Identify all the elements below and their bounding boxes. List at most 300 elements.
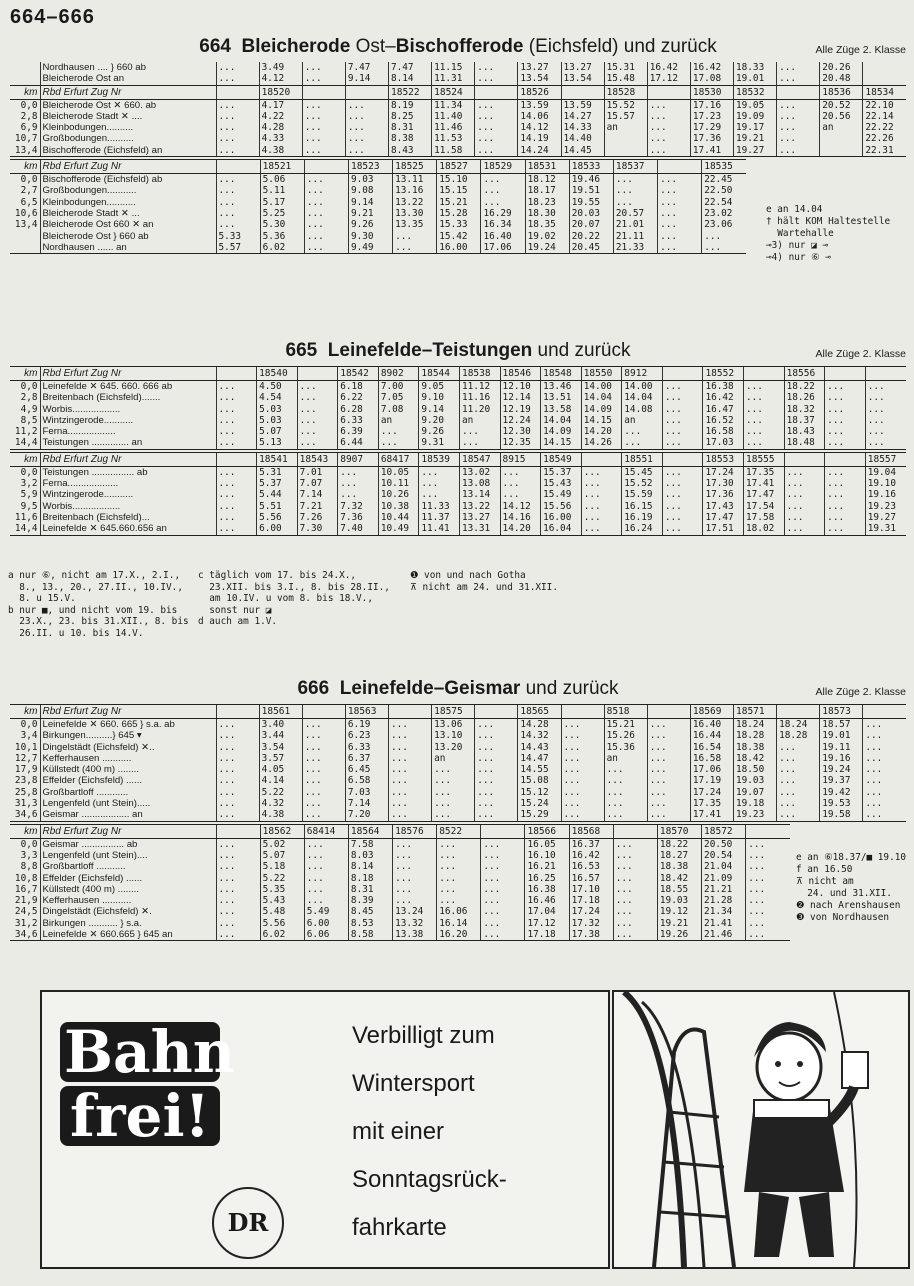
time-cell: 11.37: [419, 512, 460, 523]
time-cell: ...: [216, 884, 260, 895]
time-cell: ...: [304, 185, 348, 196]
time-cell: 13.27: [518, 62, 561, 73]
station-cell: Dingelstädt (Eichsfeld) ✕..: [40, 742, 216, 753]
time-cell: ...: [865, 381, 906, 393]
time-cell: ...: [481, 861, 525, 872]
time-cell: 5.35: [260, 884, 304, 895]
time-cell: [863, 62, 906, 73]
time-cell: 14.27: [561, 111, 604, 122]
time-cell: ...: [658, 219, 702, 230]
time-cell: 14.12: [500, 501, 541, 512]
time-cell: 13.59: [518, 99, 561, 111]
time-cell: ...: [500, 489, 541, 500]
time-cell: 15.59: [622, 489, 663, 500]
time-cell: 20.57: [613, 208, 657, 219]
table-row: [10, 381, 906, 393]
header-row: [10, 367, 906, 381]
time-cell: 18565: [518, 705, 561, 719]
station-cell: Effelder (Eichsfeld) ......: [40, 775, 216, 786]
time-cell: ...: [481, 929, 525, 941]
time-cell: 7.01: [297, 466, 338, 478]
time-cell: 6.00: [304, 918, 348, 929]
time-cell: 12.10: [500, 381, 541, 393]
time-cell: 18550: [581, 367, 622, 381]
station-cell: Wintzingerode...........: [40, 415, 216, 426]
time-cell: 9.49: [348, 242, 392, 254]
time-cell: ...: [419, 478, 460, 489]
time-cell: [777, 705, 820, 719]
time-cell: [216, 160, 260, 174]
time-cell: [647, 85, 690, 99]
time-cell: 18539: [419, 452, 460, 466]
km-cell: km: [10, 824, 40, 838]
time-cell: 18568: [569, 824, 613, 838]
time-cell: 18.55: [657, 884, 701, 895]
time-cell: 16.10: [525, 850, 569, 861]
time-cell: 18548: [541, 367, 582, 381]
time-cell: 7.32: [338, 501, 379, 512]
station-cell: Bleicherode Ost an: [40, 73, 216, 85]
time-cell: 17.24: [703, 466, 744, 478]
time-cell: ...: [302, 133, 345, 144]
time-cell: 4.50: [257, 381, 298, 393]
time-cell: 15.28: [437, 208, 481, 219]
time-cell: 22.31: [863, 145, 906, 157]
time-cell: 19.26: [657, 929, 701, 941]
time-cell: [647, 705, 690, 719]
km-cell: 12,7: [14, 752, 38, 764]
time-cell: ...: [604, 809, 647, 821]
time-cell: [561, 705, 604, 719]
time-cell: 14.47: [518, 753, 561, 764]
time-cell: 17.54: [744, 501, 785, 512]
time-cell: 22.22: [863, 122, 906, 133]
time-cell: 16.40: [690, 719, 733, 731]
time-cell: 11.46: [432, 122, 475, 133]
km-cell: 6,5: [20, 196, 38, 208]
time-cell: 3.44: [259, 730, 302, 741]
table-row: [10, 133, 906, 144]
time-cell: 11.16: [459, 392, 500, 403]
time-cell: 19.58: [820, 809, 863, 821]
time-cell: ...: [216, 918, 260, 929]
time-cell: ...: [481, 850, 525, 861]
time-cell: ...: [345, 99, 388, 111]
time-cell: ...: [302, 73, 345, 85]
time-cell: ...: [304, 861, 348, 872]
time-cell: an: [378, 415, 419, 426]
time-cell: ...: [216, 466, 257, 478]
time-cell: ...: [437, 884, 481, 895]
km-cell: 11,2: [14, 426, 38, 438]
time-cell: 8.31: [348, 884, 392, 895]
time-cell: 13.35: [393, 219, 437, 230]
time-cell: 16.42: [703, 392, 744, 403]
time-cell: 8.31: [389, 122, 432, 133]
time-cell: 16.37: [569, 838, 613, 850]
class-note: Alle Züge 2. Klasse: [815, 686, 906, 698]
km-cell: 24,5: [14, 906, 38, 918]
time-cell: ...: [302, 111, 345, 122]
time-cell: ...: [475, 111, 518, 122]
km-cell: 0,0: [20, 838, 38, 850]
time-cell: [825, 367, 866, 381]
km-cell: 2,8: [20, 110, 38, 122]
time-cell: 14.40: [561, 133, 604, 144]
time-cell: ...: [475, 73, 518, 85]
time-cell: 68414: [304, 824, 348, 838]
time-cell: ...: [662, 466, 703, 478]
time-cell: 8.38: [389, 133, 432, 144]
time-cell: ...: [784, 489, 825, 500]
time-cell: 18570: [657, 824, 701, 838]
time-cell: ...: [613, 906, 657, 917]
table-row: [10, 787, 906, 798]
time-cell: ...: [216, 838, 260, 850]
time-cell: 17.41: [690, 809, 733, 821]
time-cell: ...: [393, 838, 437, 850]
km-cell: 10,6: [14, 207, 38, 219]
time-cell: ...: [561, 753, 604, 764]
time-cell: 3.57: [259, 753, 302, 764]
time-cell: 15.33: [437, 219, 481, 230]
time-cell: 5.22: [260, 873, 304, 884]
time-cell: ...: [216, 73, 259, 85]
time-cell: 18562: [260, 824, 304, 838]
class-note: Alle Züge 2. Klasse: [815, 44, 906, 56]
time-cell: 4.28: [259, 122, 302, 133]
time-cell: 18566: [525, 824, 569, 838]
time-cell: ...: [647, 99, 690, 111]
time-cell: ...: [378, 426, 419, 437]
time-cell: ...: [302, 753, 345, 764]
time-cell: 13.10: [432, 730, 475, 741]
time-cell: 17.06: [481, 242, 525, 254]
station-cell: Wintzingerode...........: [40, 489, 216, 500]
time-cell: 6.19: [345, 719, 388, 731]
time-cell: ...: [825, 426, 866, 437]
time-cell: 4.32: [259, 798, 302, 809]
time-cell: ...: [825, 478, 866, 489]
time-cell: ...: [865, 415, 906, 426]
time-cell: 21.21: [702, 884, 746, 895]
time-cell: ...: [604, 775, 647, 786]
time-cell: ...: [613, 873, 657, 884]
time-cell: ...: [475, 145, 518, 157]
time-cell: ...: [561, 787, 604, 798]
time-cell: 6.45: [345, 764, 388, 775]
station-cell: Kleinbodungen..........: [40, 122, 216, 133]
header-row: [10, 452, 906, 466]
time-cell: 17.18: [525, 929, 569, 941]
time-cell: 13.38: [393, 929, 437, 941]
time-cell: 4.38: [259, 145, 302, 157]
time-cell: 14.15: [541, 437, 582, 449]
time-cell: 18.30: [525, 208, 569, 219]
km-cell: 3,2: [20, 478, 38, 490]
time-cell: 17.47: [703, 512, 744, 523]
time-cell: 16.44: [690, 730, 733, 741]
time-cell: ...: [500, 478, 541, 489]
time-cell: 15.21: [437, 197, 481, 208]
header-row: [10, 160, 746, 174]
time-cell: 19.24: [525, 242, 569, 254]
time-cell: 19.07: [734, 787, 777, 798]
time-cell: 21.41: [702, 918, 746, 929]
time-cell: 13.54: [561, 73, 604, 85]
logo-line-2: frei!: [60, 1086, 220, 1146]
km-cell: 16,7: [14, 883, 38, 895]
time-cell: 17.41: [744, 478, 785, 489]
time-cell: 18.37: [784, 415, 825, 426]
time-cell: 9.08: [348, 185, 392, 196]
time-cell: 18.12: [525, 174, 569, 186]
time-cell: 18535: [702, 160, 746, 174]
time-cell: ...: [216, 174, 260, 186]
time-cell: ...: [304, 174, 348, 186]
time-cell: ...: [777, 787, 820, 798]
time-cell: [216, 705, 259, 719]
time-cell: [863, 705, 906, 719]
station-cell: Geismar .................. an: [40, 809, 216, 821]
km-cell: 3,4: [20, 730, 38, 742]
station-cell: Worbis..................: [40, 501, 216, 512]
time-cell: ...: [647, 122, 690, 133]
time-cell: [302, 705, 345, 719]
time-cell: 7.14: [345, 798, 388, 809]
time-cell: 15.52: [604, 99, 647, 111]
time-cell: ...: [302, 145, 345, 157]
time-cell: [216, 367, 257, 381]
station-cell: Kleinbodungen...........: [40, 197, 216, 208]
time-cell: 18.42: [657, 873, 701, 884]
time-cell: 9.14: [348, 197, 392, 208]
time-cell: 19.27: [865, 512, 906, 523]
time-cell: ...: [389, 753, 432, 764]
time-cell: ...: [561, 719, 604, 731]
time-cell: ...: [865, 392, 906, 403]
time-cell: ...: [302, 730, 345, 741]
time-cell: ...: [613, 197, 657, 208]
time-cell: [777, 85, 820, 99]
seal-letters: DR: [227, 1208, 269, 1237]
time-cell: 14.00: [622, 381, 663, 393]
km-cell: km: [10, 85, 40, 99]
time-cell: ...: [475, 809, 518, 821]
time-cell: 21.34: [702, 906, 746, 917]
time-cell: an: [604, 753, 647, 764]
time-cell: 18522: [389, 85, 432, 99]
time-cell: ...: [777, 122, 820, 133]
table-row: [10, 73, 906, 85]
time-cell: 8.25: [389, 111, 432, 122]
station-cell: Großbartloff ............: [40, 787, 216, 798]
time-cell: ...: [302, 122, 345, 133]
time-cell: 6.02: [260, 242, 304, 254]
time-cell: 19.03: [734, 775, 777, 786]
time-cell: 16.53: [569, 861, 613, 872]
time-cell: 19.16: [820, 753, 863, 764]
footnotes-666: e an ⑥18.37/■ 19.10 f an 16.50 ⊼ nicht am 24. und 31.XII. ❷ nach Arenshausen ❸ von Nordhausen: [796, 852, 907, 923]
time-cell: 6.18: [338, 381, 379, 393]
km-cell: 0,0: [20, 381, 38, 392]
time-cell: ...: [481, 838, 525, 850]
station-cell: Rbd Erfurt Zug Nr: [40, 824, 216, 838]
time-cell: 16.15: [622, 501, 663, 512]
time-cell: 7.05: [378, 392, 419, 403]
time-cell: 21.09: [702, 873, 746, 884]
time-cell: [581, 452, 622, 466]
section-title: 664 Bleicherode Ost–Bischofferode (Eichsfeld) und zurück: [199, 36, 717, 57]
time-cell: ...: [561, 730, 604, 741]
time-cell: ...: [432, 764, 475, 775]
time-cell: ...: [784, 478, 825, 489]
time-cell: 19.18: [734, 798, 777, 809]
time-cell: 18.48: [784, 437, 825, 449]
time-cell: ...: [432, 809, 475, 821]
time-cell: ...: [647, 742, 690, 753]
time-cell: 10.26: [378, 489, 419, 500]
time-cell: ...: [432, 798, 475, 809]
time-cell: ...: [863, 787, 906, 798]
station-cell: Nordhausen .... } 660 ab: [40, 62, 216, 73]
section-heading: [10, 676, 906, 704]
time-cell: 15.24: [518, 798, 561, 809]
time-cell: 5.02: [260, 838, 304, 850]
time-cell: 13.51: [541, 392, 582, 403]
time-cell: ...: [302, 719, 345, 731]
time-cell: ...: [481, 918, 525, 929]
time-cell: 14.24: [518, 145, 561, 157]
page-header: 664–666: [10, 6, 95, 28]
time-cell: ...: [613, 174, 657, 186]
table-row: [10, 719, 906, 731]
table-row: [10, 809, 906, 821]
station-cell: Küllstedt (400 m) ........: [40, 764, 216, 775]
time-cell: 15.29: [518, 809, 561, 821]
time-cell: ...: [662, 512, 703, 523]
station-cell: Kefferhausen ...........: [40, 753, 216, 764]
time-cell: 19.23: [865, 501, 906, 512]
time-cell: ...: [647, 719, 690, 731]
table-row: [10, 62, 906, 73]
station-cell: Bleicherode Stadt ✕ ....: [40, 111, 216, 122]
station-cell: Großbartloff ...........: [40, 861, 216, 872]
km-cell: 6,9: [20, 122, 38, 134]
time-cell: 18.50: [734, 764, 777, 775]
km-cell: 13,4: [10, 145, 40, 157]
table-row: [10, 884, 790, 895]
time-cell: 18529: [481, 160, 525, 174]
time-cell: ...: [481, 197, 525, 208]
time-cell: 8907: [338, 452, 379, 466]
time-cell: 19.21: [657, 918, 701, 929]
footnotes-664: e an 14.04 † hält KOM Haltestelle Wartehalle ⊸3) nur ◪ ⊸ ⊸4) nur ⑥ ⊸: [766, 204, 891, 263]
time-cell: ...: [481, 884, 525, 895]
time-cell: 13.08: [459, 478, 500, 489]
time-cell: 18546: [500, 367, 541, 381]
footnotes-665-d: ❶ von und nach Gotha ⊼ nicht am 24. und 31.XII.: [410, 570, 558, 593]
time-cell: 11.33: [419, 501, 460, 512]
time-cell: ...: [581, 501, 622, 512]
time-cell: 17.10: [569, 884, 613, 895]
time-cell: ...: [393, 895, 437, 906]
time-cell: 5.30: [260, 219, 304, 230]
header-row: [10, 705, 906, 719]
time-cell: 20.22: [569, 231, 613, 242]
station-cell: Leinefelde ✕ 660.665 } 645 an: [40, 929, 216, 941]
time-cell: 18540: [257, 367, 298, 381]
time-cell: 19.12: [657, 906, 701, 917]
time-cell: ...: [777, 73, 820, 85]
time-cell: 4.14: [259, 775, 302, 786]
timetable-664-outbound: [10, 62, 906, 157]
km-cell: 10,8: [14, 872, 38, 884]
time-cell: ...: [216, 415, 257, 426]
time-cell: ...: [389, 719, 432, 731]
time-cell: 18557: [865, 452, 906, 466]
time-cell: 18542: [338, 367, 379, 381]
time-cell: ...: [393, 850, 437, 861]
time-cell: 16.14: [437, 918, 481, 929]
time-cell: 8.14: [348, 861, 392, 872]
time-cell: 5.51: [257, 501, 298, 512]
time-cell: ...: [393, 884, 437, 895]
time-cell: 19.04: [865, 466, 906, 478]
bahn-frei-logo: [60, 1018, 235, 1150]
timetable-664-return: [10, 159, 746, 254]
table-row: [10, 918, 790, 929]
time-cell: ...: [561, 798, 604, 809]
class-note: Alle Züge 2. Klasse: [815, 348, 906, 360]
time-cell: ...: [746, 873, 790, 884]
time-cell: 14.32: [518, 730, 561, 741]
time-cell: 19.01: [820, 730, 863, 741]
time-cell: 19.51: [569, 185, 613, 196]
time-cell: ...: [658, 197, 702, 208]
time-cell: 22.50: [702, 185, 746, 196]
time-cell: ...: [216, 185, 260, 196]
time-cell: 18551: [622, 452, 663, 466]
time-cell: [746, 824, 790, 838]
time-cell: ...: [481, 873, 525, 884]
time-cell: 14.09: [581, 404, 622, 415]
time-cell: 18553: [703, 452, 744, 466]
time-cell: ...: [216, 809, 259, 821]
time-cell: 12.30: [500, 426, 541, 437]
time-cell: 10.05: [378, 466, 419, 478]
km-cell: km: [10, 160, 40, 174]
time-cell: ...: [744, 426, 785, 437]
time-cell: ...: [784, 512, 825, 523]
time-cell: 6.06: [304, 929, 348, 941]
time-cell: 18.28: [734, 730, 777, 741]
time-cell: 19.10: [865, 478, 906, 489]
time-cell: ...: [500, 466, 541, 478]
time-cell: ...: [419, 466, 460, 478]
time-cell: 17.30: [703, 478, 744, 489]
time-cell: 20.48: [820, 73, 863, 85]
time-cell: ...: [825, 392, 866, 403]
header-row: [10, 824, 790, 838]
time-cell: 21.04: [702, 861, 746, 872]
time-cell: 18525: [393, 160, 437, 174]
time-cell: 6.33: [338, 415, 379, 426]
time-cell: 18.38: [657, 861, 701, 872]
station-cell: Küllstedt (400 m) ........: [40, 884, 216, 895]
time-cell: ...: [216, 730, 259, 741]
time-cell: ...: [746, 850, 790, 861]
